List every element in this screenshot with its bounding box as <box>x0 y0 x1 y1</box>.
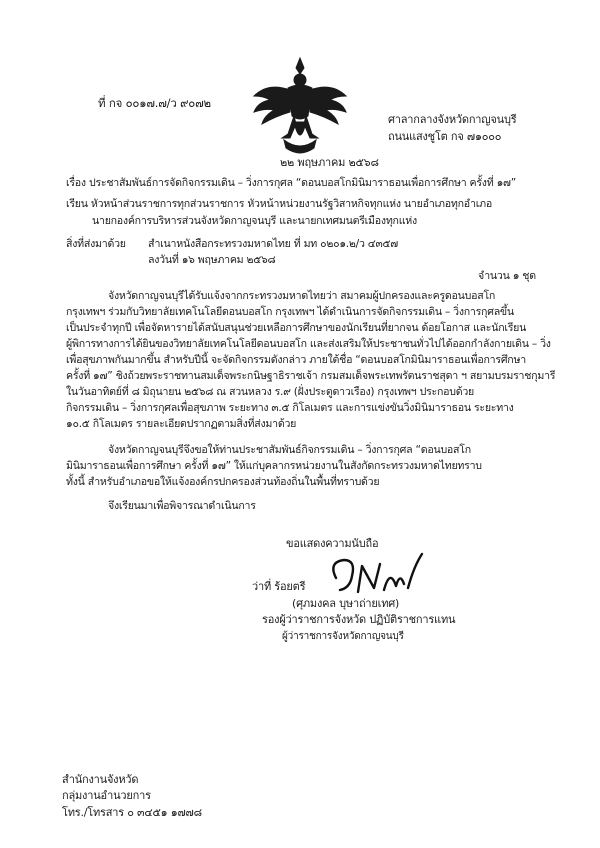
footer-section: กลุ่มงานอำนวยการ <box>62 789 151 802</box>
addressee-line2: นายกองค์การบริหารส่วนจังหวัดกาญจนบุรี และนายกเทศมนตรีเมืองทุกแห่ง <box>92 215 417 227</box>
body-para1-line: เพื่อสุขภาพกันมากขึ้น สำหรับปีนี้ จะจัดกิจกรรมดังกล่าว ภายใต้ชื่อ “ดอนบอสโกมินิมาราธอนเพื่อการศึกษา <box>66 354 526 366</box>
body-para2-line: จังหวัดกาญจนบุรีจึงขอให้ท่านประชาสัมพันธ์กิจกรรมเดิน – วิ่งการกุศล “ดอนบอสโก <box>108 444 471 456</box>
body-para1-line: ครั้งที่ ๑๗” ชิงถ้วยพระราชทานสมเด็จพระกนิษฐาธิราชเจ้า กรมสมเด็จพระเทพรัตนราชสุดา ฯ สยามบรมราชกุมารี <box>66 370 556 382</box>
body-para1-line: กิจกรรมเดิน – วิ่งการกุศลเพื่อสุขภาพ ระยะทาง ๓.๕ กิโลเมตร และการแข่งขันวิ่งมินิมาราธอน ระยะทาง <box>66 402 514 414</box>
body-para1-line: เป็นประจำทุกปี เพื่อจัดหารายได้สนับสนุนช่วยเหลือการศึกษาของนักเรียนที่ยากจน ด้อยโอกาส และนักเรียน <box>66 322 527 334</box>
body-para1-line: กรุงเทพฯ ร่วมกับวิทยาลัยเทคโนโลยีดอนบอสโก กรุงเทพฯ ได้ดำเนินการจัดกิจกรรมเดิน – วิ่งการกุศลขึ้น <box>66 306 514 318</box>
closing-regards: ขอแสดงความนับถือ <box>286 537 379 550</box>
document-date: ๒๒ พฤษภาคม ๒๕๖๘ <box>280 156 379 169</box>
body-para1-line: ๑๐.๕ กิโลเมตร รายละเอียดปรากฏตามสิ่งที่ส่งมาด้วย <box>66 418 297 430</box>
addressee-line1: เรียน หัวหน้าส่วนราชการทุกส่วนราชการ หัวหน้าหน่วยงานรัฐวิสาหกิจทุกแห่ง นายอำเภอทุกอำเภอ <box>66 198 493 210</box>
subject-line: เรื่อง ประชาสัมพันธ์การจัดกิจกรรมเดิน – วิ่งการกุศล “ดอนบอสโกมินิมาราธอนเพื่อการศึกษา ครั้งที่ ๑๗” <box>66 177 517 189</box>
signature-icon <box>322 548 432 602</box>
body-para2-line: ทั้งนี้ สำหรับอำเภอขอให้แจ้งองค์กรปกครองส่วนท้องถิ่นในพื้นที่ทราบด้วย <box>66 476 380 488</box>
body-para2-line: มินิมาราธอนเพื่อการศึกษา ครั้งที่ ๑๗” ให้แก่บุคลากรหน่วยงานในสังกัดกระทรวงมหาดไทยทราบ <box>66 460 482 472</box>
document-number: ที่ กจ ๐๐๑๗.๗/ว ๙๐๗๒ <box>98 96 211 110</box>
body-para1-line: ผู้พิการทางการได้ยินของวิทยาลัยเทคโนโลยีดอนบอสโก และส่งเสริมให้ประชาชนทั่วไปได้ออกกำลังกายเดิน – วิ่ง <box>66 338 551 350</box>
body-para3: จึงเรียนมาเพื่อพิจารณาดำเนินการ <box>108 500 256 512</box>
office-address-line2: ถนนแสงชูโต กจ ๗๑๐๐๐ <box>388 130 502 143</box>
signatory-rank: ว่าที่ ร้อยตรี <box>252 580 306 593</box>
office-address-line1: ศาลากลางจังหวัดกาญจนบุรี <box>388 113 517 126</box>
signatory-position2: ผู้ว่าราชการจังหวัดกาญจนบุรี <box>282 631 404 642</box>
body-para1-line: ในวันอาทิตย์ที่ ๘ มิถุนายน ๒๕๖๘ ณ สวนหลวง ร.๙ (ฝั่งประตูดาวเรือง) กรุงเทพฯ ประกอบด้วย <box>66 386 474 398</box>
garuda-emblem-icon <box>248 52 352 160</box>
signatory-name: (ศุภมงคล บุษาถ่ายเทศ) <box>292 597 400 610</box>
footer-office: สำนักงานจังหวัด <box>62 773 139 786</box>
enclosure-line1: สำเนาหนังสือกระทรวงมหาดไทย ที่ มท ๐๒๐๑.๒/ว ๔๓๕๗ <box>148 238 399 250</box>
enclosure-line2: ลงวันที่ ๑๖ พฤษภาคม ๒๕๖๘ <box>148 254 276 266</box>
footer-phone: โทร./โทรสาร ๐ ๓๔๕๑ ๑๗๗๘ <box>62 806 202 819</box>
body-para1-line: จังหวัดกาญจนบุรีได้รับแจ้งจากกระทรวงมหาดไทยว่า สมาคมผู้ปกครองและครูดอนบอสโก <box>108 290 496 302</box>
enclosure-count: จำนวน ๑ ชุด <box>478 270 536 282</box>
enclosure-label: สิ่งที่ส่งมาด้วย <box>66 238 126 250</box>
signatory-position1: รองผู้ว่าราชการจังหวัด ปฏิบัติราชการแทน <box>262 613 456 626</box>
